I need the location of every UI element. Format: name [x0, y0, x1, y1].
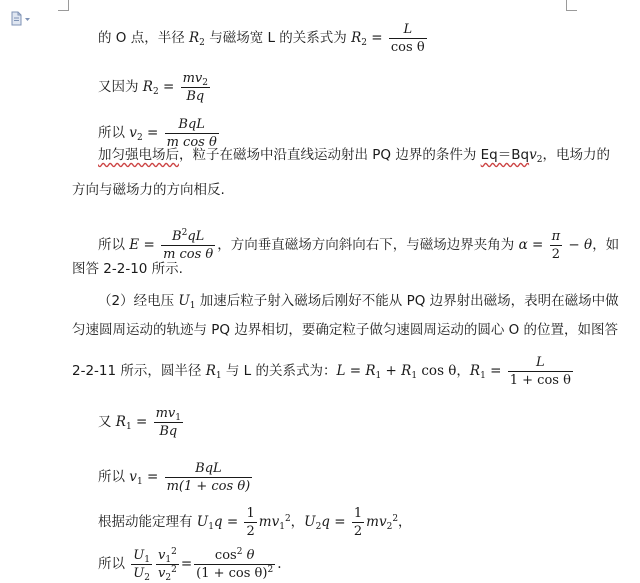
- fraction-mv1-over-Bq: $\frac{mv_1}{Bq}$: [155, 406, 182, 439]
- crop-mark-top-right: [566, 0, 577, 11]
- fraction-U1-over-U2: $\frac{U_1}{U_2}$: [133, 548, 150, 583]
- fraction-mv2-over-Bq: $\frac{mv_2}{Bq}$: [182, 71, 209, 104]
- line-9: 匀速圆周运动的轨迹与 PQ 边界相切，要确定粒子做匀速圆周运动的圆心 O 的位置，如图答: [72, 322, 619, 338]
- fraction-cos2-over-paren2: $\frac{\cos^2 \theta}{(1 + \cos \theta)^2}$: [196, 547, 274, 581]
- fraction-BqL-over-mcos: $\frac{\text{BqL}}{\text{m cos θ}}$: [166, 117, 217, 150]
- fraction-v1sq-over-v2sq: $\frac{v_1^2}{v_2^2}$: [158, 547, 177, 583]
- document-menu-icon[interactable]: [10, 11, 32, 27]
- line-6: 所以 E = $\frac{B^2qL}{\text{m cos θ}}$ ，方向垂直磁场方向斜向右下，与磁场边界夹角为 α = $\frac{\pi}{2}$ − θ，如: [98, 228, 620, 262]
- fraction-half-b: $\frac{1}{2}$: [353, 506, 363, 539]
- line-2: 又因为 $R_2$ = $\frac{mv_2}{Bq}$: [98, 71, 209, 104]
- line-14: 所以 $\frac{U_1}{U_2}$ $\frac{v_1^2}{v_2^2}$ = $\frac{\cos^2 \theta}{(1 + \cos \theta)^2}$ .: [98, 547, 282, 583]
- line-7: 图答 2-2-10 所示.: [72, 261, 183, 277]
- line-8: （2）经电压 $U_1$ 加速后粒子射入磁场后刚好不能从 PQ 边界射出磁场，表明在磁场中做: [98, 293, 619, 311]
- fraction-half-a: $\frac{1}{2}$: [246, 506, 255, 539]
- crop-mark-top-left: [58, 0, 69, 11]
- fraction-BqL-over-m1pluscos: $\frac{\text{BqL}}{\text{m(1 + cos θ)}}$: [166, 461, 251, 494]
- fraction-L-over-cos: $\frac{L}{\text{cos θ}}$: [390, 22, 425, 55]
- line-5: 方向与磁场力的方向相反.: [72, 182, 225, 198]
- line-3: 所以 $v_2$ = $\frac{\text{BqL}}{\text{m cos θ}}$: [98, 117, 217, 150]
- line-4: 加匀强电场后，粒子在磁场中沿直线运动射出 PQ 边界的条件为 Eq＝Bqv$_2$，电场力的: [98, 147, 610, 165]
- fraction-L-over-1pluscos: $\frac{L}{\text{1 + cos θ}}$: [509, 355, 571, 388]
- line-11: 又 $R_1$ = $\frac{mv_1}{Bq}$: [98, 406, 182, 439]
- line-10: 2-2-11 所示，圆半径 $R_1$ 与 L 的关系式为：$L = R_1 + R_1$ cos θ，$R_1$ = $\frac{L}{\text{1 + cos θ}}$: [72, 355, 571, 388]
- line-13: 根据动能定理有 $U_1q$ = $\frac{1}{2}$ $mv_1^2$，$U_2q$ = $\frac{1}{2}$ $mv_2^2$，: [98, 506, 412, 539]
- line-1: 的 O 点，半径 $R_2$ 与磁场宽 L 的关系式为 $R_2$ = $\frac{L}{\text{cos θ}}$: [98, 22, 425, 55]
- fraction-pi-over-2: $\frac{\pi}{2}$: [551, 229, 561, 262]
- fraction-B2qL-over-mcos: $\frac{B^2qL}{\text{m cos θ}}$: [163, 228, 214, 262]
- line-12: 所以 $v_1$ = $\frac{\text{BqL}}{\text{m(1 + cos θ)}}$: [98, 461, 251, 494]
